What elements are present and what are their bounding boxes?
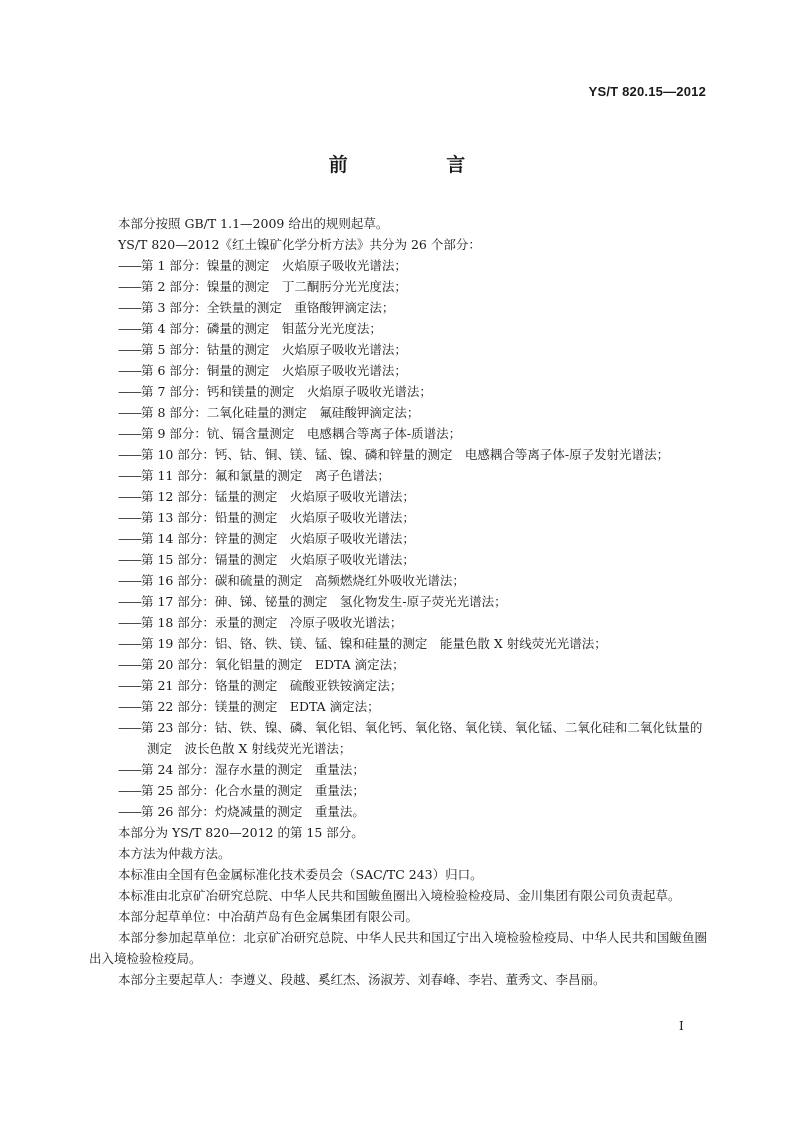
dash-marker: —— xyxy=(118,468,141,483)
closing-paragraph: 本标准由全国有色金属标准化技术委员会（SAC/TC 243）归口。 xyxy=(118,867,483,882)
list-item xyxy=(89,402,707,423)
dash-marker: —— xyxy=(118,342,141,357)
list-item-text: 第 10 部分：钙、钴、铜、镁、锰、镍、磷和锌量的测定 电感耦合等离子体-原子发射光谱法； xyxy=(141,447,670,462)
dash-marker: —— xyxy=(118,699,141,714)
standard-code: YS/T 820.15—2012 xyxy=(588,84,706,99)
list-item xyxy=(89,528,707,549)
list-item-text: 第 21 部分：铬量的测定 硫酸亚铁铵滴定法； xyxy=(141,678,403,693)
closing-paragraph: 本方法为仲裁方法。 xyxy=(118,846,231,861)
list-item xyxy=(89,570,707,591)
parts-list xyxy=(89,255,707,822)
list-item-text: 第 3 部分：全铁量的测定 重铬酸钾滴定法； xyxy=(141,300,395,315)
dash-marker: —— xyxy=(118,510,141,525)
list-item-text: 第 23 部分：钴、铁、镍、磷、氧化铝、氧化钙、氧化铬、氧化镁、氧化锰、二氧化硅和二氧化钛量的测定 波长色散 X 射线荧光光谱法； xyxy=(141,720,703,756)
dash-marker: —— xyxy=(118,300,141,315)
list-item-text: 第 12 部分：锰量的测定 火焰原子吸收光谱法； xyxy=(141,489,415,504)
list-item xyxy=(89,591,707,612)
dash-marker: —— xyxy=(118,762,141,777)
intro-paragraph: 本部分按照 GB/T 1.1—2009 给出的规则起草。 xyxy=(118,216,389,231)
dash-marker: —— xyxy=(118,678,141,693)
list-item-text: 第 25 部分：化合水量的测定 重量法； xyxy=(141,783,365,798)
closing-paragraph: 本部分起草单位：中冶葫芦岛有色金属集团有限公司。 xyxy=(118,909,419,924)
list-item xyxy=(89,717,707,759)
list-item-text: 第 2 部分：镍量的测定 丁二酮肟分光光度法； xyxy=(141,279,407,294)
dash-marker: —— xyxy=(118,426,141,441)
list-item xyxy=(89,780,707,801)
list-item xyxy=(89,297,707,318)
foreword-body xyxy=(89,213,707,990)
list-item xyxy=(89,633,707,654)
dash-marker: —— xyxy=(118,258,141,273)
dash-marker: —— xyxy=(118,573,141,588)
dash-marker: —— xyxy=(118,636,141,651)
dash-marker: —— xyxy=(118,405,141,420)
list-item xyxy=(89,318,707,339)
list-item xyxy=(89,276,707,297)
page-number: I xyxy=(679,1019,684,1033)
closing-paragraph: 本标准由北京矿冶研究总院、中华人民共和国鲅鱼圈出入境检验检疫局、金川集团有限公司负责起草。 xyxy=(118,888,681,903)
list-item xyxy=(89,339,707,360)
closing-paragraph: 本部分为 YS/T 820—2012 的第 15 部分。 xyxy=(118,825,364,840)
list-item-text: 第 24 部分：湿存水量的测定 重量法； xyxy=(141,762,365,777)
list-item xyxy=(89,423,707,444)
closing-paragraph: 本部分参加起草单位：北京矿冶研究总院、中华人民共和国辽宁出入境检验检疫局、中华人民共和国鲅鱼圈出入境检验检疫局。 xyxy=(89,930,707,966)
list-item-text: 第 4 部分：磷量的测定 钼蓝分光光度法； xyxy=(141,321,382,336)
closing-paragraph: 本部分主要起草人：李遵义、段越、奚红杰、汤淑芳、刘春峰、李岩、董秀文、李昌丽。 xyxy=(118,972,606,987)
list-item-text: 第 9 部分：钪、镉含量测定 电感耦合等离子体-质谱法； xyxy=(141,426,462,441)
list-item-text: 第 16 部分：碳和硫量的测定 高频燃烧红外吸收光谱法； xyxy=(141,573,465,588)
list-item-text: 第 11 部分：氟和氯量的测定 离子色谱法； xyxy=(141,468,390,483)
list-item-text: 第 18 部分：汞量的测定 冷原子吸收光谱法； xyxy=(141,615,403,630)
list-item xyxy=(89,360,707,381)
list-item-text: 第 22 部分：镁量的测定 EDTA 滴定法； xyxy=(141,699,380,714)
list-item-text: 第 1 部分：镍量的测定 火焰原子吸收光谱法； xyxy=(141,258,407,273)
dash-marker: —— xyxy=(118,594,141,609)
dash-marker: —— xyxy=(118,321,141,336)
dash-marker: —— xyxy=(118,384,141,399)
list-item-text: 第 8 部分：二氧化硅量的测定 氟硅酸钾滴定法； xyxy=(141,405,420,420)
list-item xyxy=(89,381,707,402)
list-item-text: 第 6 部分：铜量的测定 火焰原子吸收光谱法； xyxy=(141,363,407,378)
list-item xyxy=(89,549,707,570)
list-item xyxy=(89,465,707,486)
list-item xyxy=(89,444,707,465)
list-item-text: 第 19 部分：铝、铬、铁、镁、锰、镍和硅量的测定 能量色散 X 射线荧光光谱法； xyxy=(141,636,607,651)
list-item xyxy=(89,759,707,780)
dash-marker: —— xyxy=(118,489,141,504)
list-item-text: 第 26 部分：灼烧减量的测定 重量法。 xyxy=(141,804,365,819)
dash-marker: —— xyxy=(118,279,141,294)
dash-marker: —— xyxy=(118,447,141,462)
dash-marker: —— xyxy=(118,783,141,798)
dash-marker: —— xyxy=(118,363,141,378)
intro-paragraph: YS/T 820—2012《红土镍矿化学分析方法》共分为 26 个部分： xyxy=(118,237,481,252)
list-item xyxy=(89,255,707,276)
dash-marker: —— xyxy=(118,804,141,819)
list-item-text: 第 5 部分：钴量的测定 火焰原子吸收光谱法； xyxy=(141,342,407,357)
list-item xyxy=(89,654,707,675)
dash-marker: —— xyxy=(118,531,141,546)
list-item-text: 第 14 部分：锌量的测定 火焰原子吸收光谱法； xyxy=(141,531,415,546)
list-item xyxy=(89,612,707,633)
page-title: 前 言 xyxy=(328,154,512,176)
list-item xyxy=(89,507,707,528)
dash-marker: —— xyxy=(118,720,141,735)
list-item xyxy=(89,675,707,696)
list-item xyxy=(89,486,707,507)
dash-marker: —— xyxy=(118,657,141,672)
list-item-text: 第 7 部分：钙和镁量的测定 火焰原子吸收光谱法； xyxy=(141,384,432,399)
dash-marker: —— xyxy=(118,615,141,630)
dash-marker: —— xyxy=(118,552,141,567)
list-item xyxy=(89,801,707,822)
list-item-text: 第 17 部分：砷、锑、铋量的测定 氢化物发生-原子荧光光谱法； xyxy=(141,594,507,609)
list-item-text: 第 13 部分：铅量的测定 火焰原子吸收光谱法； xyxy=(141,510,415,525)
list-item xyxy=(89,696,707,717)
list-item-text: 第 15 部分：镉量的测定 火焰原子吸收光谱法； xyxy=(141,552,415,567)
list-item-text: 第 20 部分：氧化铝量的测定 EDTA 滴定法； xyxy=(141,657,405,672)
